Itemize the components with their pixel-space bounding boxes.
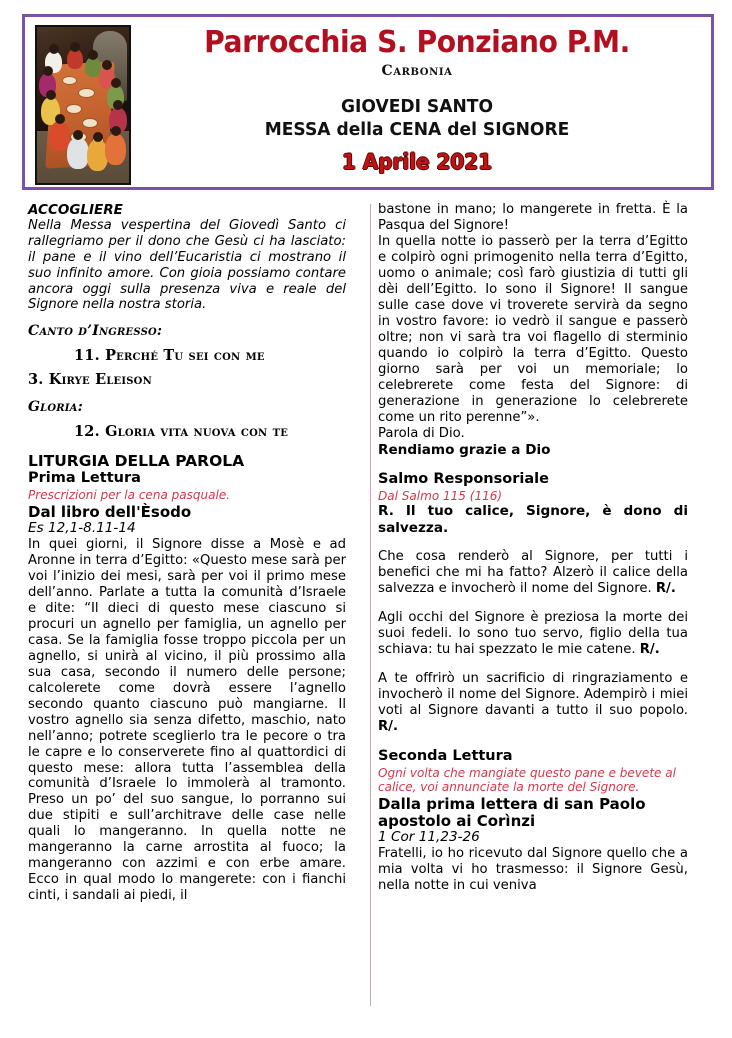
psalm-verse [378, 549, 688, 597]
column-divider [370, 204, 371, 1006]
second-reading-book: Dalla prima lettera di san Paolo apostolo ai Corìnzi [378, 794, 646, 830]
artwork-figure [67, 137, 89, 169]
artwork-plate [79, 89, 94, 97]
right-column [358, 202, 688, 1014]
page-title: Parrocchia S. Ponziano P.M. [204, 25, 630, 60]
first-reading-label: Prima Lettura [28, 470, 141, 487]
kyrie-item: 3. Kirye Eleison [28, 371, 152, 389]
second-reading-rubric: Ogni volta che mangiate questo pane e bevete al calice, voi annunciate la morte del Signore. [378, 764, 676, 795]
psalm-refrain-marker: R/. [378, 718, 398, 734]
gloria-label: Gloria: [28, 398, 84, 415]
mass-date: 1 Aprile 2021 [341, 149, 493, 174]
rendiamo-grazie-a-dio: Rendiamo grazie a Dio [378, 441, 551, 458]
psalm-response: R. Il tuo calice, Signore, è dono di salvezza. [378, 503, 688, 536]
artwork-figure [67, 49, 83, 69]
first-reading-rubric: Prescrizioni per la cena pasquale. [28, 487, 231, 503]
second-reading-citation: 1 Cor 11,23-26 [378, 829, 480, 846]
psalm-refrain-marker: R/. [639, 641, 660, 657]
first-reading-continued-2: In quella notte io passerò per la terra d’Egitto e colpirò ogni primogenito nella terra d’Egitto, uomo o animale; così farò giustizia di tutti gli dèi dell’Egitto. Io sono il Signore! Il sangue sulle case dove vi troverete servirà da segno in vostro favore: io vedrò il sangue e passerò oltre; non vi sarà tra voi flagello di sterminio quando io colpirò la terra d’Egitto. Questo giorno sarà per voi un memoriale; lo celebrerete come festa del Signore: di generazione in generazione lo celebrerete come un rito perenne”». [378, 233, 688, 425]
psalm-verse-text: A te offrirò un sacrificio di ringraziamento e invocherò il nome del Signore. Adempirò i miei voti al Signore davanti a tutto il suo popolo. [378, 670, 688, 718]
psalm-verse [378, 610, 688, 658]
artwork-plate [83, 119, 97, 127]
parola-di-dio: Parola di Dio. [378, 425, 465, 441]
intro-heading: ACCOGLIERE [28, 202, 123, 218]
psalm-verse [378, 671, 688, 735]
psalm-verse-text: Che cosa renderò al Signore, per tutti i benefici che mi ha fatto? Alzerò il calice della salvezza e invocherò il nome del Signore. [378, 548, 688, 596]
parish-city: Carbonia [381, 62, 453, 79]
masthead-text-block [131, 23, 703, 174]
second-reading-text: Fratelli, io ho ricevuto dal Signore quello che a mia volta vi ho trasmesso: il Signore Gesù, nella notte in cui veniva [378, 846, 688, 894]
celebration-line-2: MESSA della CENA del SIGNORE [264, 118, 570, 140]
first-reading-citation: Es 12,1-8.11-14 [28, 520, 136, 537]
psalm-title: Salmo Responsoriale [378, 470, 549, 487]
gloria-item: 12. Gloria vita nuova con te [74, 422, 289, 440]
content-columns [0, 202, 732, 1014]
celebration-block [149, 95, 685, 141]
psalm-refrain-marker: R/. [655, 580, 676, 596]
left-column [28, 202, 358, 1014]
masthead [22, 14, 714, 190]
celebration-line-1: GIOVEDI SANTO [341, 95, 493, 117]
artwork-plate [67, 105, 81, 113]
psalm-citation: Dal Salmo 115 (116) [378, 487, 503, 503]
first-reading-book: Dal libro dell'Èsodo [28, 502, 192, 521]
psalm-verse-text: Agli occhi del Signore è preziosa la morte dei suoi fedeli. Io sono tuo servo, figlio della tua schiava: tu hai spezzato le mie catene. [378, 609, 688, 657]
intro-text: Nella Messa vespertina del Giovedì Santo ci rallegriamo per il dono che Gesù ci ha lasciato: il pane e il vino dell’Eucaristia ci mostrano il suo infinito amore. Con gioia possiamo contare ancora oggi sulla presenza viva e reale del Signore nella nostra storia. [28, 218, 346, 313]
canto-ingresso-item: 11. Perché Tu sei con me [74, 347, 265, 365]
second-reading-label: Seconda Lettura [378, 747, 513, 764]
artwork-figure [105, 133, 126, 165]
canto-ingresso-label: Canto d’Ingresso: [28, 323, 163, 340]
last-supper-illustration [35, 25, 131, 185]
liturgy-of-the-word-title: LITURGIA DELLA PAROLA [28, 452, 245, 471]
first-reading-text: In quei giorni, il Signore disse a Mosè e ad Aronne in terra d’Egitto: «Questo mese sarà per voi l’inizio dei mesi, sarà per voi il primo mese dell’anno. Parlate a tutta la comunità d’Israele e dite: “Il dieci di questo mese ciascuno si procuri un agnello per famiglia, un agnello per casa. Se la famiglia fosse troppo piccola per un agnello, si unirà al vicino, il più prossimo alla sua casa, secondo il numero delle persone; calcolerete come dovrà essere l’agnello secondo quanto ciascuno può mangiarne. Il vostro agnello sia senza difetto, maschio, nato nell’anno; potrete sceglierlo tra le pecore o tra le capre e lo conserverete fino al quattordici di questo mese: allora tutta l’assemblea della comunità d’Israele lo immolerà al tramonto. Preso un po’ del suo sangue, lo porranno sui due stipiti e sull’architrave delle case nelle quali lo mangeranno. In quella notte ne mangeranno la carne arrostita al fuoco; la mangeranno con azzimi e con erbe amare. Ecco in qual modo lo mangerete: con i fianchi cinti, i sandali ai piedi, il [28, 536, 346, 904]
artwork-plate [63, 77, 76, 84]
first-reading-continued: bastone in mano; lo mangerete in fretta. È la Pasqua del Signore! [378, 202, 688, 233]
